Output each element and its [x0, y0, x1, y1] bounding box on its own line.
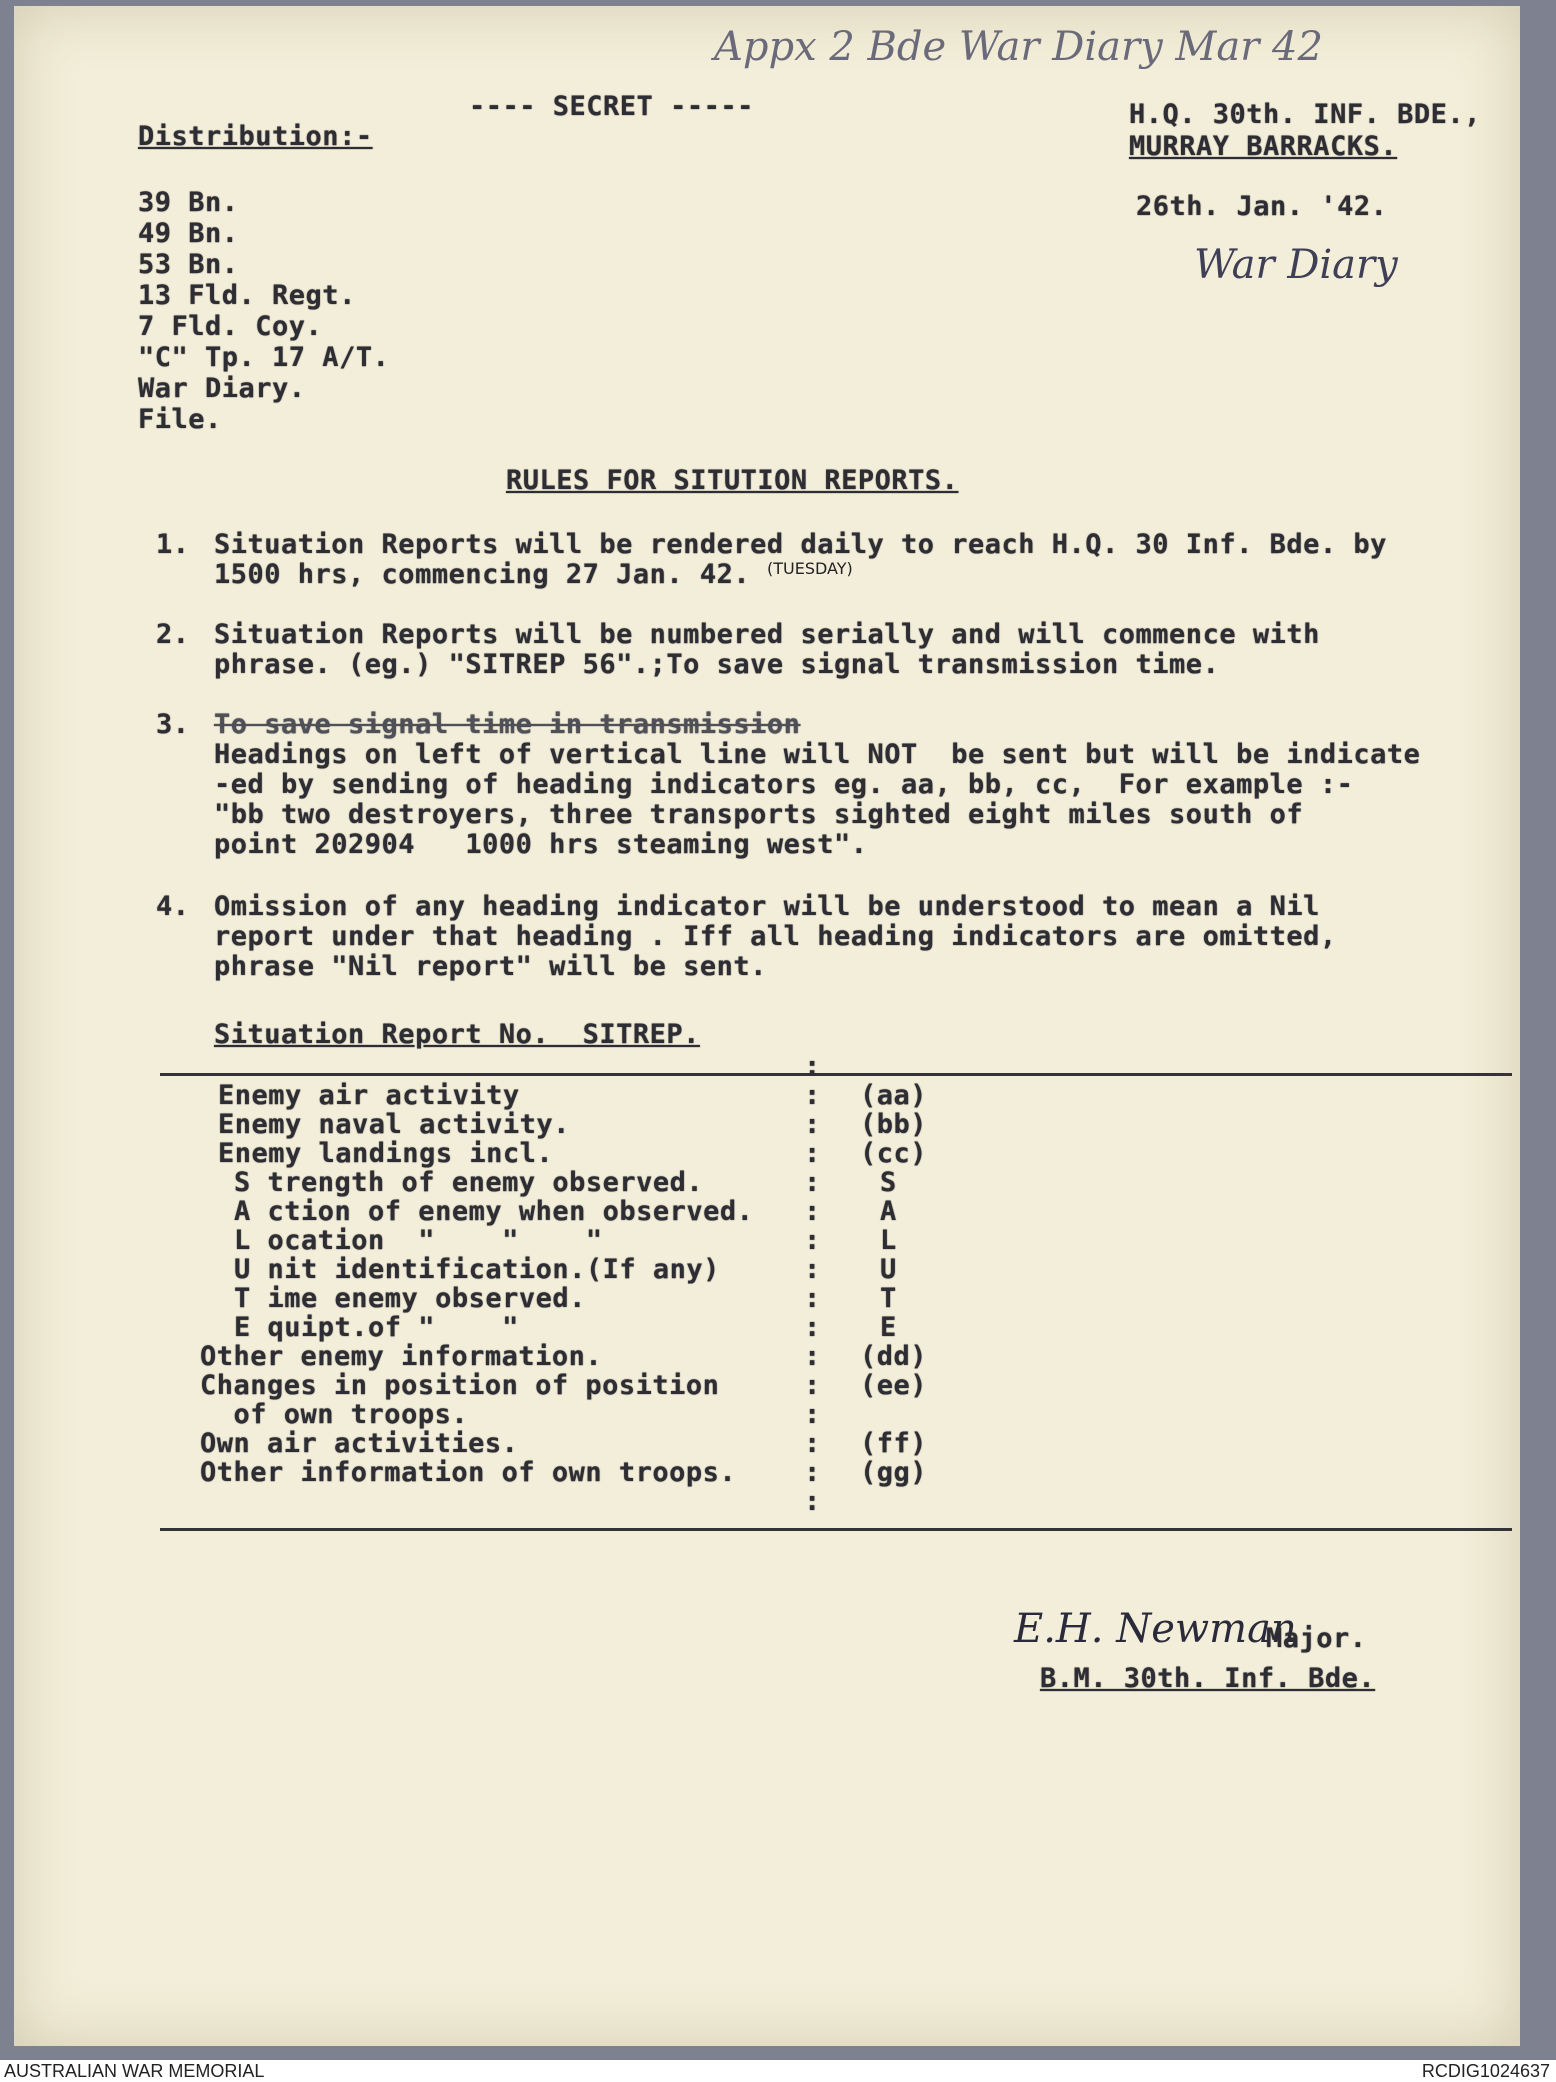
- distribution-item: 39 Bn.: [138, 187, 239, 218]
- rule-line: Headings on left of vertical line will NOT be sent but will be indicate: [214, 739, 1421, 770]
- sender-line-1: H.Q. 30th. INF. BDE.,: [1129, 99, 1481, 130]
- table-divider: :: [804, 1080, 821, 1111]
- table-row-label: Enemy landings incl.: [218, 1138, 554, 1169]
- footer-institution: AUSTRALIAN WAR MEMORIAL: [4, 2061, 265, 2081]
- table-row-label: L ocation " " ": [234, 1225, 603, 1256]
- rule-line: point 202904 1000 hrs steaming west".: [214, 829, 868, 860]
- signatory-title: B.M. 30th. Inf. Bde.: [1040, 1663, 1376, 1694]
- letter-date: 26th. Jan. '42.: [1136, 191, 1388, 222]
- struck-line: To save signal time in transmission: [214, 709, 801, 740]
- table-row-code: (dd): [860, 1341, 928, 1372]
- table-row-code: (ff): [860, 1428, 928, 1459]
- table-divider: :: [804, 1196, 821, 1227]
- archive-footer: [0, 2060, 1556, 2082]
- salute-letter: L: [880, 1225, 897, 1256]
- table-row-label: Other enemy information.: [200, 1341, 603, 1372]
- distribution-item: 53 Bn.: [138, 249, 239, 280]
- table-row-label: of own troops.: [200, 1399, 469, 1430]
- classification-header: ---- SECRET -----: [469, 91, 754, 122]
- salute-letter: T: [880, 1283, 897, 1314]
- document-title: RULES FOR SITUTION REPORTS.: [506, 465, 959, 496]
- rule-number: 2.: [156, 619, 190, 650]
- table-divider: :: [804, 1457, 821, 1488]
- rule-line: phrase "Nil report" will be sent.: [214, 951, 767, 982]
- table-divider: :: [804, 1225, 821, 1256]
- document-page: [14, 6, 1520, 2046]
- table-row-label: Enemy air activity: [218, 1080, 520, 1111]
- rule-number: 3.: [156, 709, 190, 740]
- distribution-item: 7 Fld. Coy.: [138, 311, 323, 342]
- rule-line: phrase. (eg.) "SITREP 56".;To save signal transmission time.: [214, 649, 1220, 680]
- table-row-label: A ction of enemy when observed.: [234, 1196, 754, 1227]
- table-bottom-rule: [160, 1528, 1512, 1531]
- table-row-label: Enemy naval activity.: [218, 1109, 570, 1140]
- rule-line: 1500 hrs, commencing 27 Jan. 42.: [214, 559, 751, 590]
- signatory-rank: Major.: [1266, 1623, 1367, 1654]
- distribution-item: 49 Bn.: [138, 218, 239, 249]
- table-divider: :: [804, 1312, 821, 1343]
- distribution-item: File.: [138, 404, 222, 435]
- archive-annotation: Appx 2 Bde War Diary Mar 42: [714, 24, 1323, 70]
- rule-line: -ed by sending of heading indicators eg. aa, bb, cc, For example :-: [214, 769, 1354, 800]
- table-row-code: (cc): [860, 1138, 928, 1169]
- distribution-heading: Distribution:-: [138, 121, 373, 152]
- table-divider: :: [804, 1283, 821, 1314]
- distribution-item: "C" Tp. 17 A/T.: [138, 342, 390, 373]
- table-row-label: S trength of enemy observed.: [234, 1167, 704, 1198]
- table-divider: :: [804, 1486, 821, 1517]
- salute-letter: E: [880, 1312, 897, 1343]
- rule-line: Situation Reports will be rendered daily to reach H.Q. 30 Inf. Bde. by: [214, 529, 1387, 560]
- salute-letter: A: [880, 1196, 897, 1227]
- table-divider: :: [804, 1428, 821, 1459]
- table-row-label: Other information of own troops.: [200, 1457, 737, 1488]
- table-divider: :: [804, 1138, 821, 1169]
- tuesday-note: (TUESDAY): [767, 559, 853, 578]
- table-row-label: U nit identification.(If any): [234, 1254, 720, 1285]
- table-row-code: (ee): [860, 1370, 928, 1401]
- table-divider: :: [804, 1051, 821, 1082]
- table-divider: :: [804, 1399, 821, 1430]
- distribution-item: 13 Fld. Regt.: [138, 280, 356, 311]
- rule-number: 1.: [156, 529, 190, 560]
- signature-scrawl: E.H. Newman: [1014, 1606, 1297, 1652]
- war-diary-note: War Diary: [1194, 242, 1398, 288]
- sitrep-heading: Situation Report No. SITREP.: [214, 1019, 700, 1050]
- rule-line: report under that heading . Iff all heading indicators are omitted,: [214, 921, 1337, 952]
- footer-record-id: RCDIG1024637: [1421, 2061, 1550, 2081]
- distribution-item: War Diary.: [138, 373, 306, 404]
- table-divider: :: [804, 1167, 821, 1198]
- table-divider: :: [804, 1109, 821, 1140]
- table-row-code: (aa): [860, 1080, 928, 1111]
- table-row-label: Changes in position of position: [200, 1370, 720, 1401]
- rule-line: Omission of any heading indicator will be understood to mean a Nil: [214, 891, 1320, 922]
- rule-line: "bb two destroyers, three transports sighted eight miles south of: [214, 799, 1304, 830]
- rule-number: 4.: [156, 891, 190, 922]
- table-row-code: (bb): [860, 1109, 928, 1140]
- table-row-label: T ime enemy observed.: [234, 1283, 586, 1314]
- table-divider: :: [804, 1254, 821, 1285]
- sender-line-2: MURRAY BARRACKS.: [1129, 131, 1398, 162]
- rule-line: Situation Reports will be numbered serially and will commence with: [214, 619, 1320, 650]
- salute-letter: S: [880, 1167, 897, 1198]
- table-row-label: E quipt.of " ": [234, 1312, 519, 1343]
- table-divider: :: [804, 1370, 821, 1401]
- table-row-label: Own air activities.: [200, 1428, 519, 1459]
- table-row-code: (gg): [860, 1457, 928, 1488]
- salute-letter: U: [880, 1254, 897, 1285]
- table-top-rule: [160, 1073, 1512, 1076]
- table-divider: :: [804, 1341, 821, 1372]
